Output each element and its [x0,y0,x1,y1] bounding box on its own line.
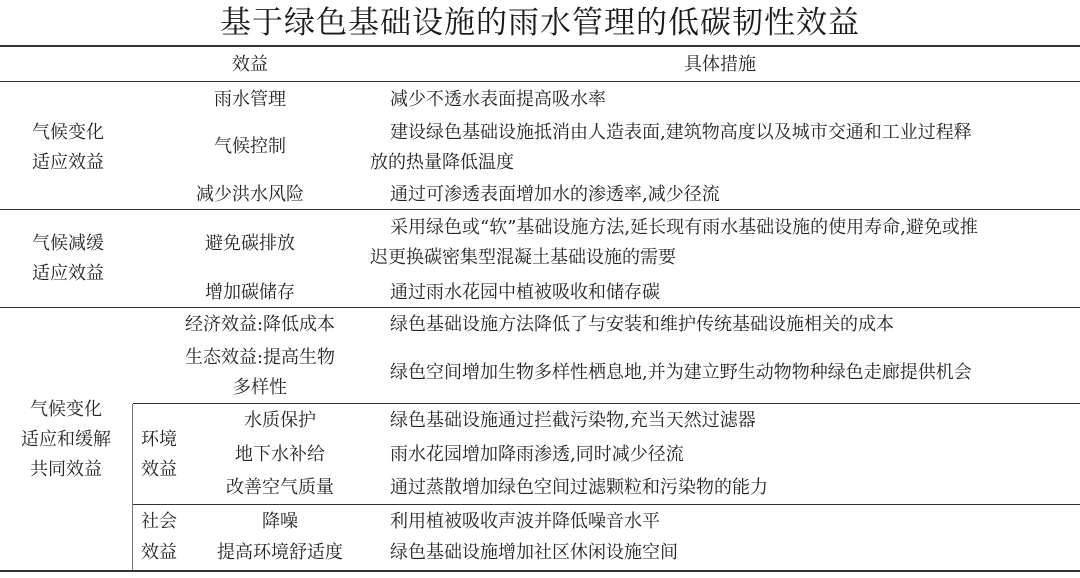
group-label-joint-line3: 共同效益 [30,459,102,480]
benefit-cell: 生态效益:提高生物 [184,347,336,368]
benefit-cell: 避免碳排放 [205,233,295,254]
measure-cell-cont: 放的热量降低温度 [370,152,514,173]
header-measure: 具体措施 [684,54,756,75]
subgroup-label-env-line1: 环境 [141,429,177,450]
benefit-cell: 改善空气质量 [226,477,334,498]
benefit-cell: 水质保护 [244,410,316,431]
top-rule [0,45,1080,47]
benefit-cell: 降噪 [262,511,298,532]
measure-cell: 采用绿色或“软”基础设施方法,延长现有雨水基础设施的使用寿命,避免或推 [390,217,978,238]
measure-cell: 通过雨水花园中植被吸收和储存碳 [390,282,660,303]
benefit-cell: 增加碳储存 [205,282,295,303]
group-label-adapt-line2: 适应效益 [32,152,104,173]
group-label-joint-line2: 适应和缓解 [21,429,111,450]
measure-cell: 减少不透水表面提高吸水率 [390,89,606,110]
group-divider-1 [0,209,1080,210]
benefit-cell: 减少洪水风险 [196,184,304,205]
bottom-rule [0,570,1080,572]
measure-cell: 绿色基础设施通过拦截污染物,充当天然过滤器 [390,410,756,431]
benefit-cell: 提高环境舒适度 [217,542,343,563]
group-label-joint-line1: 气候变化 [30,399,102,420]
measure-cell: 雨水花园增加降雨渗透,同时减少径流 [390,444,684,465]
left-column-divider [132,404,133,570]
subgroup-label-env-line2: 效益 [141,459,177,480]
benefit-cell: 经济效益:降低成本 [184,314,336,335]
benefit-cell: 雨水管理 [214,89,286,110]
benefit-cell: 地下水补给 [235,444,325,465]
measure-cell: 利用植被吸收声波并降低噪音水平 [390,511,660,532]
subgroup-label-social-line2: 效益 [141,542,177,563]
measure-cell: 绿色基础设施增加社区休闲设施空间 [390,542,678,563]
group-label-adapt-line1: 气候变化 [32,122,104,143]
benefit-cell-cont: 多样性 [233,377,287,398]
benefit-cell: 气候控制 [214,136,286,157]
header-rule [0,81,1080,82]
measure-cell: 绿色空间增加生物多样性栖息地,并为建立野生动物物种绿色走廊提供机会 [390,362,972,383]
subgroup-label-social-line1: 社会 [141,511,177,532]
group-label-mitigate-line1: 气候减缓 [32,233,104,254]
measure-cell-cont: 迟更换碳密集型混凝土基础设施的需要 [370,247,676,268]
group-label-mitigate-line2: 适应效益 [32,263,104,284]
measure-cell: 建设绿色基础设施抵消由人造表面,建筑物高度以及城市交通和工业过程释 [390,122,972,143]
measure-cell: 绿色基础设施方法降低了与安装和维护传统基础设施相关的成本 [390,314,894,335]
env-top-rule [133,403,1080,404]
measure-cell: 通过蒸散增加绿色空间过滤颗粒和污染物的能力 [390,477,768,498]
group-divider-2 [0,307,1080,308]
social-top-rule [133,504,1080,505]
table-title: 基于绿色基础设施的雨水管理的低碳韧性效益 [220,5,860,41]
header-benefit: 效益 [232,54,268,75]
measure-cell: 通过可渗透表面增加水的渗透率,减少径流 [390,184,720,205]
